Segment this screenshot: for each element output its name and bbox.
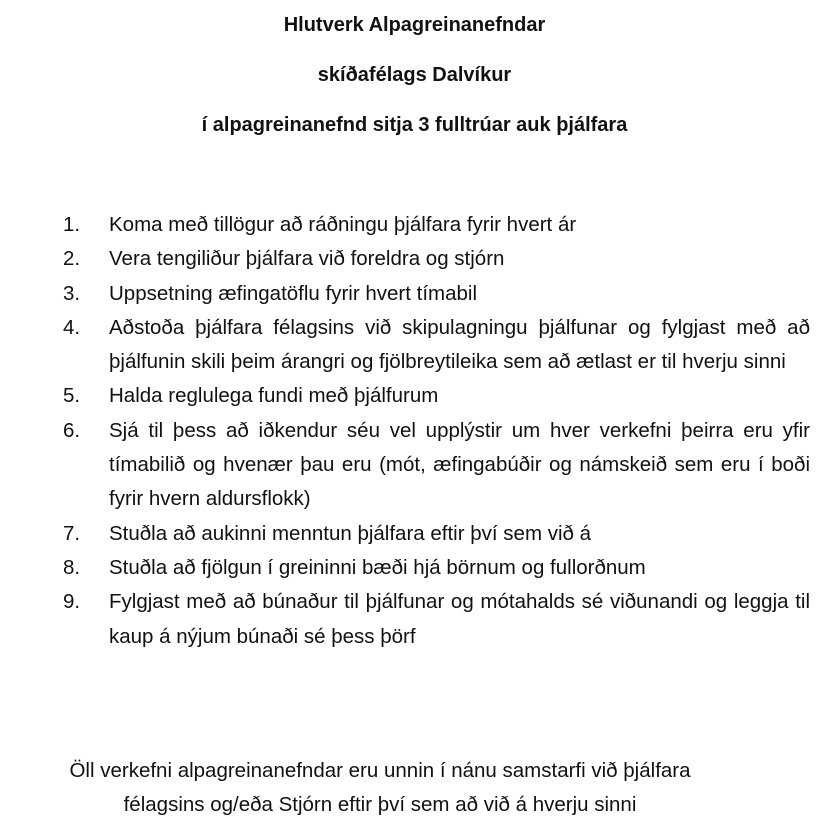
list-item-number: 4. (63, 315, 81, 339)
footer-line: félagsins og/eða Stjórn eftir því sem að við á hverju sinni (123, 793, 637, 817)
list-item (60, 311, 810, 380)
list-item-text: Uppsetning æfingatöflu fyrir hvert tímabil (109, 281, 478, 305)
document-subtitle: skíðafélags Dalvíkur (317, 64, 512, 86)
list-item-text: Aðstoða þjálfara félagsins við skipulagningu þjálfunar og fylgjast með að þjálfunin skili þeim árangri og fjölbreytileika sem að ætlast er til hverju sinni (109, 315, 810, 374)
document-title: Hlutverk Alpagreinanefndar (283, 14, 546, 36)
list-item-number: 9. (63, 590, 81, 614)
list-item-number: 8. (63, 555, 81, 579)
list-item-number: 2. (63, 247, 81, 271)
list-item-text: Stuðla að aukinni menntun þjálfara eftir því sem við á (109, 521, 592, 545)
list-item-text: Vera tengiliður þjálfara við foreldra og stjórn (109, 247, 505, 271)
list-item-text: Sjá til þess að iðkendur séu vel upplýstir um hver verkefni þeirra eru yfir tímabilið og hvenær þau eru (mót, æfingabúðir og námskeið sem eru í boði fyrir hvern aldursflokk) (109, 418, 810, 511)
list-item (60, 379, 810, 413)
list-item-text: Koma með tillögur að ráðningu þjálfara fyrir hvert ár (109, 213, 577, 236)
list-item-number: 7. (63, 521, 81, 545)
list-item (60, 517, 810, 551)
list-item-text: Stuðla að fjölgun í greininni bæði hjá börnum og fullorðnum (109, 555, 646, 579)
list-item-number: 1. (63, 213, 81, 236)
list-item (60, 208, 810, 242)
list-item-number: 3. (63, 281, 81, 305)
list-item (60, 551, 810, 585)
list-item (60, 277, 810, 311)
list-item (60, 585, 810, 654)
footer-line: Öll verkefni alpagreinanefndar eru unnin í nánu samstarfi við þjálfara (69, 759, 691, 782)
list-item-number: 6. (63, 418, 81, 442)
list-item-text: Fylgjast með að búnaður til þjálfunar og mótahalds sé viðunandi og leggja til kaup á nýjum búnaði sé þess þörf (109, 590, 810, 648)
document-subheading: í alpagreinanefnd sitja 3 fulltrúar auk þjálfara (201, 114, 628, 136)
list-item (60, 414, 810, 517)
list-item-number: 5. (63, 384, 81, 408)
responsibilities-list (60, 208, 810, 654)
list-item-text: Halda reglulega fundi með þjálfurum (109, 384, 439, 408)
footer-note (0, 754, 760, 823)
list-item (60, 242, 810, 276)
